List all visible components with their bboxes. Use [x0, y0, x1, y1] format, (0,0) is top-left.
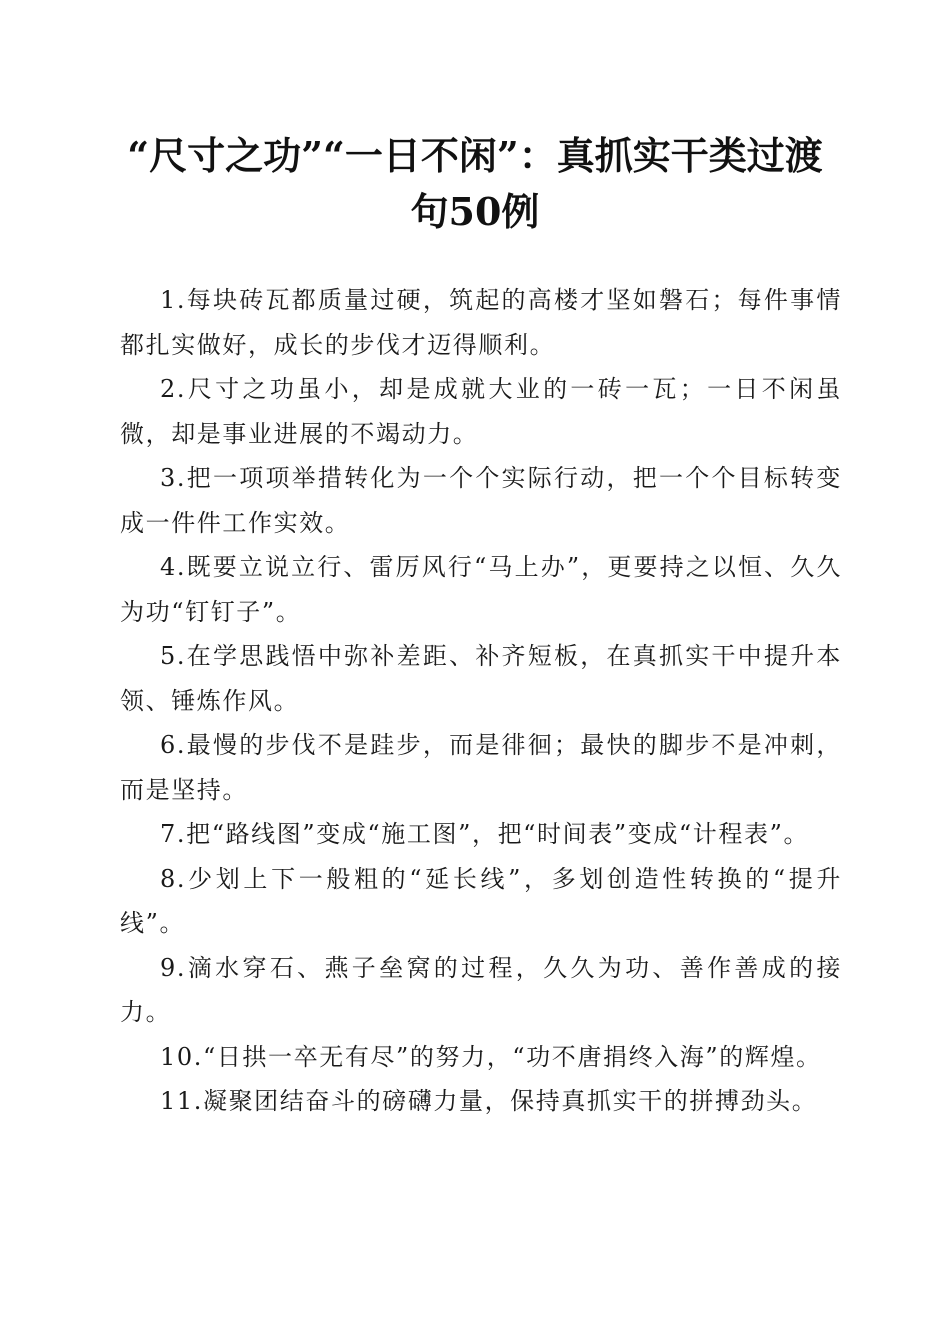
- paragraph-item-9: 9.滴水穿石、燕子垒窝的过程，久久为功、善作善成的接力。: [120, 953, 842, 1026]
- paragraph-item-1: 1.每块砖瓦都质量过硬，筑起的高楼才坚如磐石；每件事情都扎实做好，成长的步伐才迈得顺利。: [120, 286, 842, 359]
- paragraph-item-4: 4.既要立说立行、雷厉风行“马上办”，更要持之以恒、久久为功“钉钉子”。: [120, 553, 842, 626]
- paragraph-item-6: 6.最慢的步伐不是跬步，而是徘徊；最快的脚步不是冲刺，而是坚持。: [120, 731, 842, 804]
- paragraph-item-7: 7.把“路线图”变成“施工图”，把“时间表”变成“计程表”。: [160, 820, 810, 848]
- paragraph-item-3: 3.把一项项举措转化为一个个实际行动，把一个个目标转变成一件件工作实效。: [120, 464, 842, 537]
- paragraph-item-10: 10.“日拱一卒无有尽”的努力，“功不唐捐终入海”的辉煌。: [160, 1042, 822, 1071]
- title-line-2: 句50例: [410, 189, 540, 234]
- document-body: [120, 278, 842, 1124]
- paragraph-item-5: 5.在学思践悟中弥补差距、补齐短板，在真抓实干中提升本领、锤炼作风。: [120, 642, 842, 715]
- paragraph-item-11: 11.凝聚团结奋斗的磅礴力量，保持真抓实干的拼搏劲头。: [160, 1087, 818, 1115]
- paragraph-item-2: 2.尺寸之功虽小，却是成就大业的一砖一瓦；一日不闲虽微，却是事业进展的不竭动力。: [120, 375, 842, 448]
- title-line-1: “尺寸之功”“一日不闲”：真抓实干类过渡: [127, 133, 823, 178]
- document-title: [100, 128, 850, 240]
- paragraph-item-8: 8.少划上下一般粗的“延长线”，多划创造性转换的“提升线”。: [120, 864, 842, 937]
